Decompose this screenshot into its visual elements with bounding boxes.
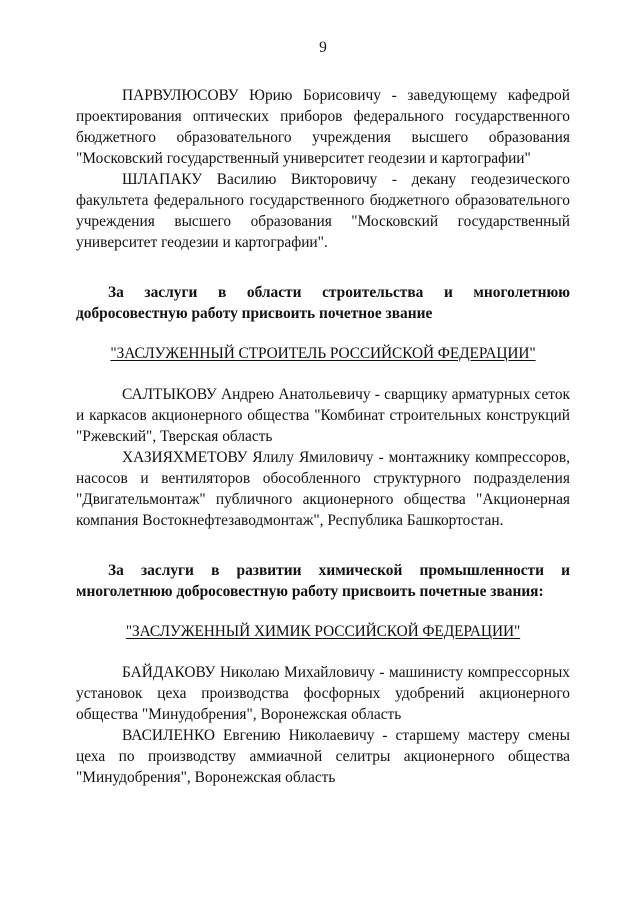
document-page [76, 0, 570, 905]
spacer [76, 364, 570, 384]
spacer [76, 602, 570, 621]
spacer [76, 531, 570, 560]
awardee-shlapak: ШЛАПАКУ Василию Викторовичу - декану геодезического факультета федерального государственного бюджетного образовательного учреждения высшего образования "Московский государственный университет геодезии и картографии". [76, 171, 570, 251]
spacer [76, 253, 570, 282]
awardee-khaziyakhmetov: ХАЗИЯХМЕТОВУ Ялилу Ямиловичу - монтажнику компрессоров, насосов и вентиляторов обособленного структурного подразделения "Двигательмонтаж" публичного акционерного общества "Акционерная компания Востокнефтезаводмонтаж", Республика Башкортостан. [76, 449, 570, 529]
page-number: 9 [319, 39, 327, 56]
section-heading-chemist: За заслуги в развитии химической промышленности и многолетнюю добросовестную работу присвоить почетные звания: [76, 562, 570, 600]
awardee-baydakov: БАЙДАКОВУ Николаю Михайловичу - машинисту компрессорных установок цеха производства фосфорных удобрений акционерного общества "Минудобрения", Воронежская область [76, 664, 570, 723]
awardee-parvulyusov: ПАРВУЛЮСОВУ Юрию Борисовичу - заведующему кафедрой проектирования оптических приборов федерального государственного бюджетного образовательного учреждения высшего образования "Московский государственный университет геодезии и картографии" [76, 87, 570, 167]
section-heading-builder: За заслуги в области строительства и многолетнюю добросовестную работу присвоить почетное звание [76, 284, 570, 322]
awardee-saltykov: САЛТЫКОВУ Андрею Анатольевичу - сварщику арматурных сеток и каркасов акционерного общества "Комбинат строительных конструкций "Ржевский", Тверская область [76, 386, 570, 445]
awardee-vasilenko: ВАСИЛЕНКО Евгению Николаевичу - старшему мастеру смены цеха по производству аммиачной селитры акционерного общества "Минудобрения", Воронежская область [76, 727, 570, 786]
spacer [76, 642, 570, 662]
honorary-title-chemist: "ЗАСЛУЖЕННЫЙ ХИМИК РОССИЙСКОЙ ФЕДЕРАЦИИ" [125, 623, 521, 640]
honorary-title-builder: "ЗАСЛУЖЕННЫЙ СТРОИТЕЛЬ РОССИЙСКОЙ ФЕДЕРАЦИИ" [110, 345, 536, 362]
spacer [76, 324, 570, 343]
document-body [76, 85, 570, 788]
